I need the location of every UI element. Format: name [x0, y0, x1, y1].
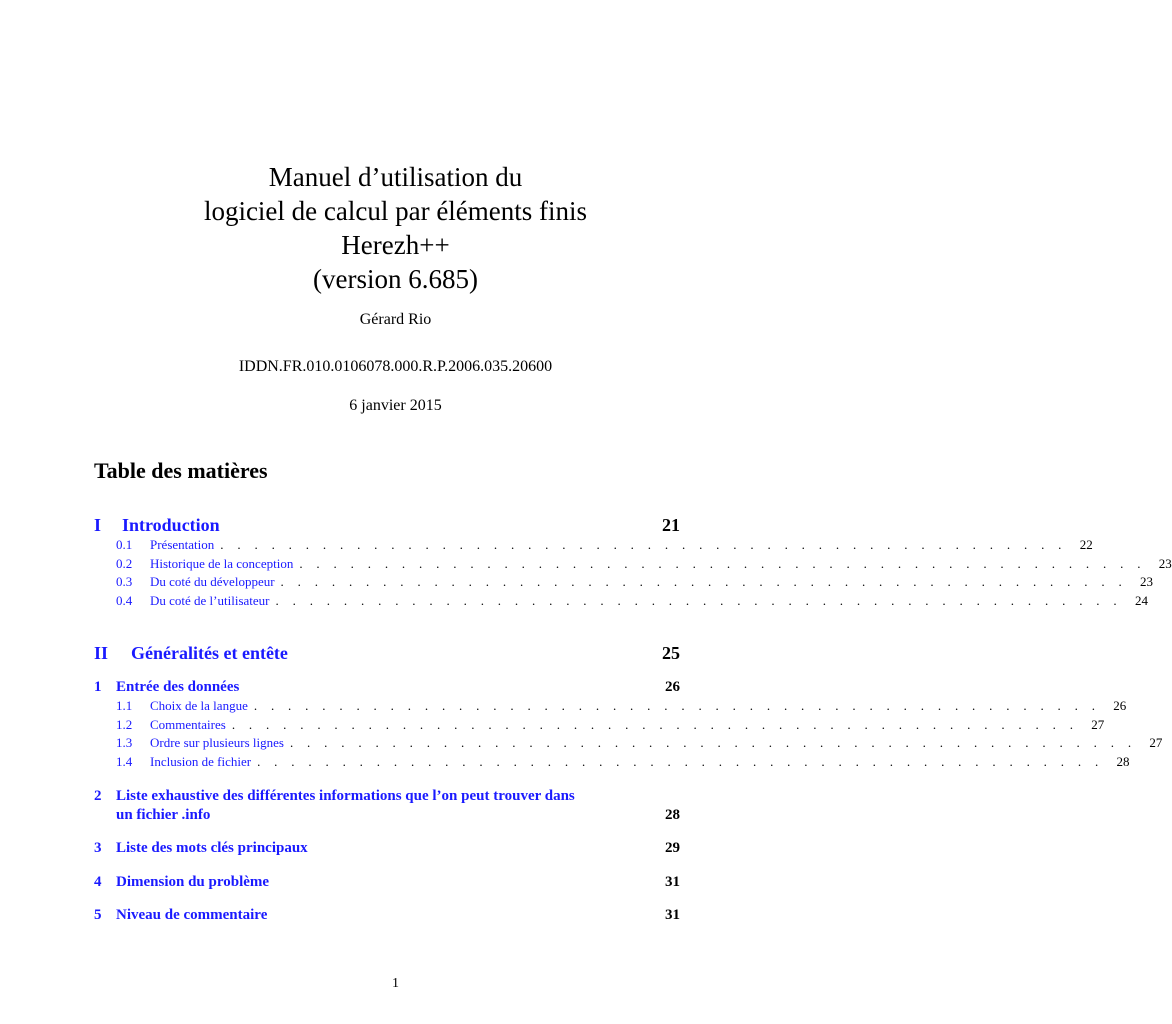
part-number[interactable]: II — [94, 643, 109, 663]
subsection-title[interactable]: Commentaires — [150, 717, 226, 732]
toc-part-generalites[interactable] — [94, 643, 680, 665]
author: Gérard Rio — [359, 311, 432, 328]
subsection-title[interactable]: Historique de la conception — [150, 556, 294, 571]
iddn-number: IDDN.FR.010.0106078.000.R.P.2006.035.20600 — [238, 358, 553, 375]
subsection-page: 28 — [1116, 754, 1130, 769]
part-page: 25 — [662, 643, 680, 663]
subsection-number[interactable]: 0.4 — [116, 593, 133, 608]
subsection-page: 26 — [1113, 698, 1127, 713]
section-page: 31 — [665, 907, 680, 923]
toc-part-introduction[interactable] — [94, 515, 680, 537]
title-line: Herezh++ — [341, 230, 450, 260]
leader-dots: . . . . . . . . . . . . . . . . . . . . . . . . . . . . . . . . . . . . . . . . . . . . . . . . . . — [275, 593, 1122, 608]
title-line: logiciel de calcul par éléments finis — [203, 196, 588, 226]
part-number[interactable]: I — [94, 515, 102, 535]
section-page: 31 — [665, 874, 680, 890]
toc-section-1[interactable] — [94, 678, 680, 697]
toc-subsection-1-1[interactable] — [116, 697, 1127, 715]
part-page: 21 — [662, 515, 680, 535]
section-number[interactable]: 2 — [94, 788, 102, 804]
part-title[interactable]: Introduction — [122, 515, 220, 535]
subsection-page: 22 — [1079, 537, 1093, 552]
subsection-number[interactable]: 1.3 — [116, 735, 133, 750]
section-number[interactable]: 1 — [94, 679, 102, 695]
leader-dots: . . . . . . . . . . . . . . . . . . . . . . . . . . . . . . . . . . . . . . . . . . . . . . . . . . — [253, 698, 1101, 713]
part-title[interactable]: Généralités et entête — [131, 643, 288, 663]
subsection-title[interactable]: Ordre sur plusieurs lignes — [150, 735, 284, 750]
section-title[interactable]: Entrée des données — [116, 679, 240, 695]
toc-subsection-0-2[interactable] — [116, 555, 1172, 573]
toc-section-3[interactable] — [94, 839, 680, 858]
subsection-number[interactable]: 1.4 — [116, 754, 133, 769]
toc-subsection-1-2[interactable] — [116, 716, 1105, 734]
title-line: (version 6.685) — [313, 264, 478, 294]
toc-heading: Table des matières — [94, 458, 268, 483]
toc-subsection-0-3[interactable] — [116, 573, 1153, 591]
section-page: 26 — [665, 679, 680, 695]
toc-section-5[interactable] — [94, 906, 680, 925]
leader-dots: . . . . . . . . . . . . . . . . . . . . . . . . . . . . . . . . . . . . . . . . . . . . . . . . . . — [220, 537, 1067, 552]
leader-dots: . . . . . . . . . . . . . . . . . . . . . . . . . . . . . . . . . . . . . . . . . . . . . . . . . . — [289, 735, 1137, 750]
section-title-line-1[interactable]: Liste exhaustive des différentes informations que l’on peut trouver dans — [116, 788, 575, 804]
subsection-page: 23 — [1140, 574, 1153, 589]
table-of-contents — [94, 0, 1172, 1024]
subsection-number[interactable]: 0.3 — [116, 574, 133, 589]
subsection-title[interactable]: Présentation — [150, 537, 215, 552]
leader-dots: . . . . . . . . . . . . . . . . . . . . . . . . . . . . . . . . . . . . . . . . . . . . . . . . . . — [299, 556, 1146, 571]
subsection-title[interactable]: Choix de la langue — [150, 698, 248, 713]
subsection-page: 27 — [1091, 717, 1105, 732]
toc-subsection-0-4[interactable] — [116, 592, 1148, 610]
section-title-line-2[interactable]: un fichier .info — [116, 807, 211, 823]
title-line: Manuel d’utilisation du — [268, 162, 523, 192]
leader-dots: . . . . . . . . . . . . . . . . . . . . . . . . . . . . . . . . . . . . . . . . . . . . . . . . . . — [257, 754, 1104, 769]
subsection-page: 27 — [1149, 735, 1163, 750]
toc-subsection-1-4[interactable] — [116, 753, 1130, 771]
subsection-title[interactable]: Du coté de l’utilisateur — [150, 593, 270, 608]
subsection-page: 24 — [1134, 593, 1148, 608]
section-title[interactable]: Liste des mots clés principaux — [116, 840, 308, 856]
section-page: 28 — [665, 807, 680, 823]
section-page: 29 — [665, 840, 680, 856]
section-title[interactable]: Niveau de commentaire — [116, 907, 268, 923]
page-number: 1 — [392, 976, 399, 991]
subsection-number[interactable]: 0.2 — [116, 556, 133, 571]
toc-subsection-1-3[interactable] — [116, 734, 1163, 752]
leader-dots: . . . . . . . . . . . . . . . . . . . . . . . . . . . . . . . . . . . . . . . . . . . . . . . . . . — [231, 717, 1079, 732]
section-number[interactable]: 3 — [94, 840, 102, 856]
subsection-number[interactable]: 1.2 — [116, 717, 133, 732]
toc-section-4[interactable] — [94, 873, 680, 892]
toc-section-2[interactable] — [94, 787, 680, 825]
subsection-number[interactable]: 1.1 — [116, 698, 133, 713]
toc-subsection-0-1[interactable] — [116, 536, 1093, 554]
subsection-title[interactable]: Inclusion de fichier — [150, 754, 252, 769]
subsection-title[interactable]: Du coté du développeur — [150, 574, 275, 589]
subsection-page: 23 — [1158, 556, 1172, 571]
section-number[interactable]: 5 — [94, 907, 102, 923]
leader-dots: . . . . . . . . . . . . . . . . . . . . . . . . . . . . . . . . . . . . . . . . . . . . . . . . . . — [280, 574, 1127, 589]
subsection-number[interactable]: 0.1 — [116, 537, 133, 552]
section-title[interactable]: Dimension du problème — [116, 874, 270, 890]
section-number[interactable]: 4 — [94, 874, 102, 890]
document-date: 6 janvier 2015 — [349, 397, 442, 414]
